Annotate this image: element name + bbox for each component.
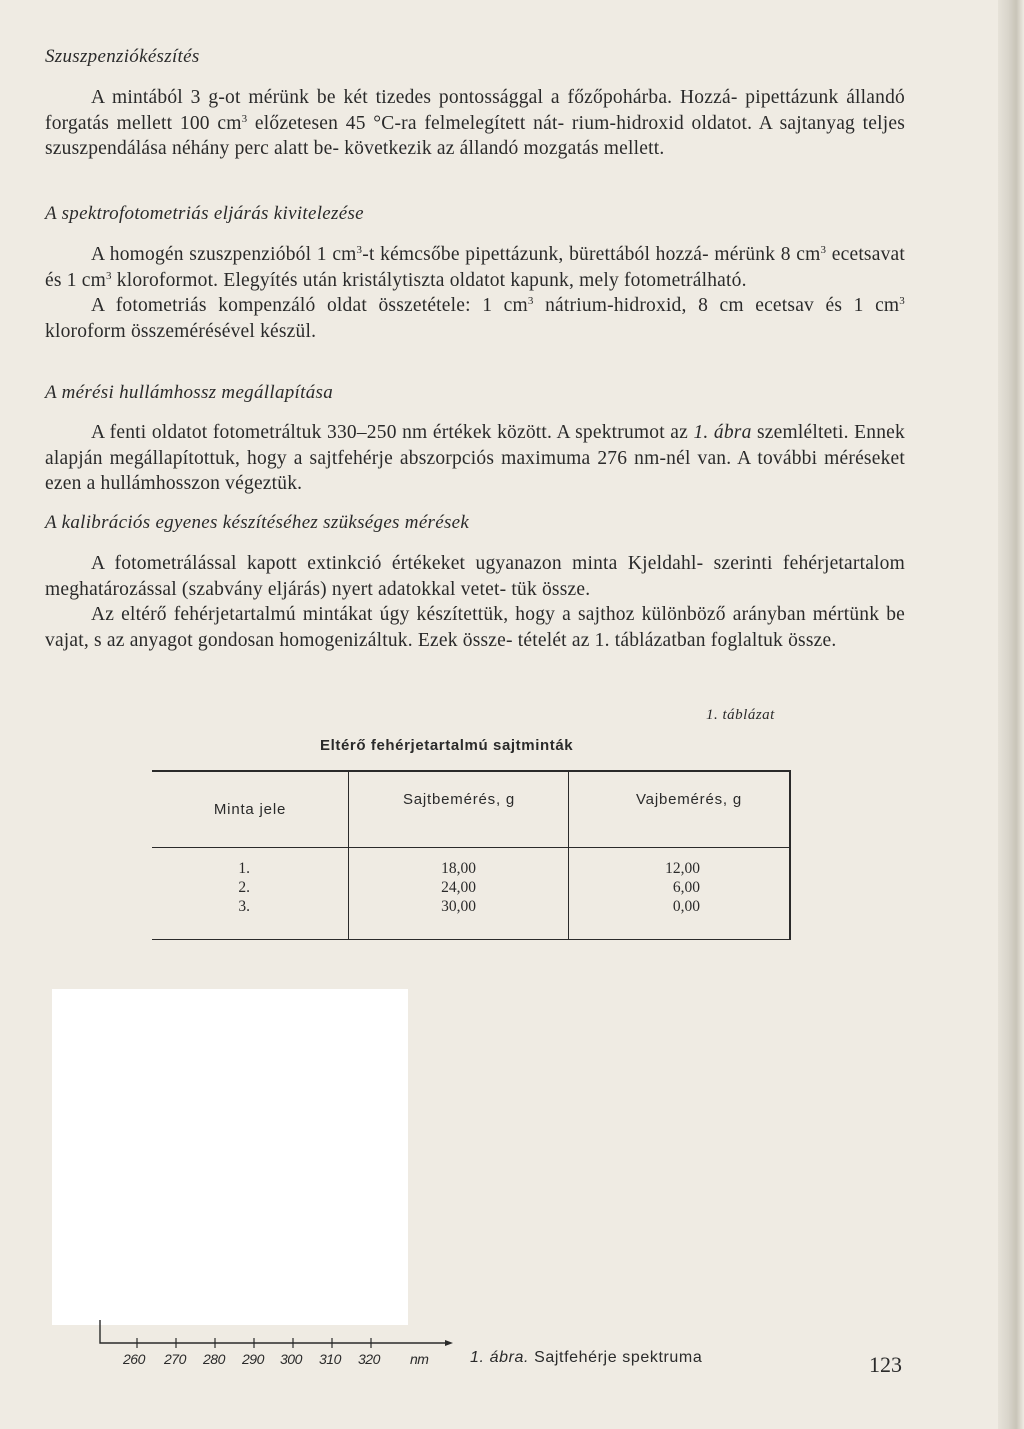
section-spektrofotometria bbox=[45, 203, 905, 344]
column-header: Sajtbemérés, g bbox=[402, 791, 516, 808]
table-cell: 2. bbox=[238, 879, 250, 896]
table-cell: 6,00 bbox=[672, 879, 700, 896]
column-header: Minta jele bbox=[213, 801, 287, 818]
paragraph: A homogén szuszpenzióból 1 $cm^3-t$ kémcsőbe pipettázunk, bürettából hozzá- mérünk 8 $cm^3$ ecetsavat és 1 $cm^3$ kloroformot. Elegyítés után kristálytiszta oldatot kapunk, mely fotometrálható. bbox=[45, 244, 905, 291]
axis-tick-label: 260 bbox=[123, 1351, 145, 1367]
figure-caption bbox=[470, 1349, 702, 1367]
axis-unit-label: nm bbox=[410, 1351, 429, 1367]
page-edge-shadow bbox=[998, 0, 1024, 1429]
table-title: Eltérő fehérjetartalmú sajtminták bbox=[320, 737, 574, 754]
paragraph: A fotometrálással kapott extinkció értékeket ugyanazon minta Kjeldahl- szerinti fehérjetartalom meghatározással (szabvány eljárás) nyert adatokkal vetet- tük össze. bbox=[45, 553, 905, 600]
section-kalibracio bbox=[45, 512, 905, 653]
paragraph: A fotometriás kompenzáló oldat összetétele: 1 $cm^3$ nátrium-hidroxid, 8 cm ecetsav és 1 $cm^3$ kloroform összemérésével készül. bbox=[45, 295, 905, 342]
table-label: 1. táblázat bbox=[706, 707, 775, 723]
section-heading: A spektrofotometriás eljárás kivitelezése bbox=[45, 203, 364, 224]
section-heading: Szuszpenziókészítés bbox=[45, 46, 200, 67]
axis-tick-label: 310 bbox=[319, 1351, 341, 1367]
table-cell: 24,00 bbox=[441, 879, 476, 896]
paragraph: A fenti oldatot fotometráltuk 330–250 nm értékek között. A spektrumot az 1. ábra szemlélteti. Ennek alapján megállapítottuk, hogy a sajtfehérje abszorpciós maximuma 276 nm-nél van. A további méréseket ezen a hullámhosszon végeztük. bbox=[45, 422, 905, 494]
page-number: 123 bbox=[869, 1352, 902, 1377]
table-cell: 12,00 bbox=[665, 860, 700, 877]
figure-x-axis bbox=[95, 1320, 455, 1350]
figure-image-area bbox=[52, 989, 408, 1325]
figure-reference: 1. ábra bbox=[693, 422, 752, 443]
table-cell: 1. bbox=[238, 860, 250, 877]
table-cell: 30,00 bbox=[441, 898, 476, 915]
column-header: Vajbemérés, g bbox=[635, 791, 742, 808]
table-column bbox=[642, 859, 700, 916]
section-hullamhossz bbox=[45, 382, 905, 497]
axis-tick-label: 290 bbox=[242, 1351, 264, 1367]
axis-tick-label: 280 bbox=[203, 1351, 225, 1367]
section-szuszpenzio bbox=[45, 46, 905, 162]
table-cell: 0,00 bbox=[672, 898, 700, 915]
figure-caption-text: Sajtfehérje spektruma bbox=[534, 1349, 703, 1366]
section-heading: A mérési hullámhossz megállapítása bbox=[45, 382, 333, 403]
paragraph: Az eltérő fehérjetartalmú mintákat úgy készítettük, hogy a sajthoz különböző arányban mértünk be vajat, s az anyagot gondosan homogenizáltuk. Ezek össze- tételét az 1. táblázatban foglaltuk össze. bbox=[45, 604, 905, 651]
axis-tick-label: 300 bbox=[280, 1351, 302, 1367]
data-table bbox=[152, 770, 791, 940]
table-column bbox=[222, 859, 250, 916]
axis-tick-label: 320 bbox=[358, 1351, 380, 1367]
figure-caption-prefix: 1. ábra. bbox=[470, 1349, 530, 1366]
axis-tick-label: 270 bbox=[164, 1351, 186, 1367]
table-column bbox=[422, 859, 476, 916]
table-cell: 3. bbox=[238, 898, 250, 915]
table-cell: 18,00 bbox=[441, 860, 476, 877]
paragraph: A mintából 3 g-ot mérünk be két tizedes pontossággal a főzőpohárba. Hozzá- pipettázunk állandó forgatás mellett 100 $cm^3$ előzetesen 45 °C-ra felmelegített nát- rium-hidroxid oldatot. A sajtanyag teljes szuszpendálása néhány perc alatt be- következik az állandó mozgatás mellett. bbox=[45, 87, 905, 159]
section-heading: A kalibrációs egyenes készítéséhez szükséges mérések bbox=[45, 512, 470, 533]
